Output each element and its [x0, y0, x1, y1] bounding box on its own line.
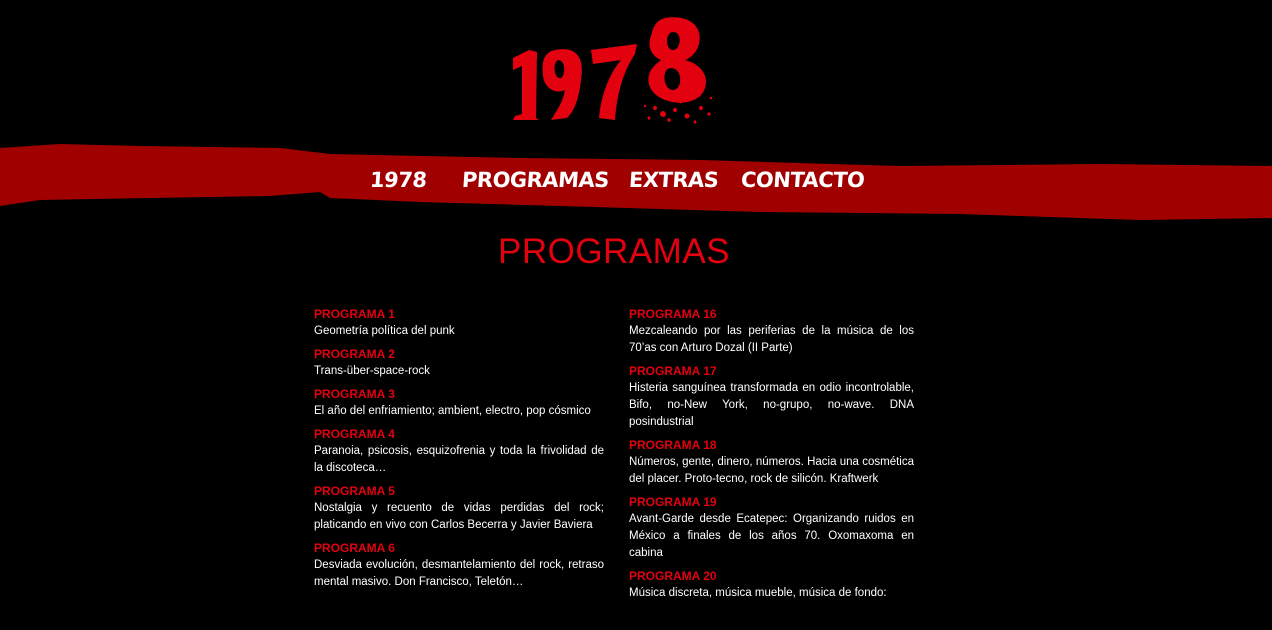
program-description: Paranoia, psicosis, esquizofrenia y toda la frivolidad de la discoteca…: [314, 445, 604, 474]
nav-item-extras[interactable]: EXTRAS: [628, 168, 720, 192]
program-description: Mezcaleando por las periferias de la música de los 70’as con Arturo Dozal (II Parte): [629, 325, 914, 354]
program-entry: [314, 540, 604, 591]
program-entry: [314, 386, 604, 420]
program-title-link[interactable]: PROGRAMA 6: [314, 541, 395, 555]
nav-item-contacto[interactable]: CONTACTO: [740, 168, 866, 192]
nav-item-1978[interactable]: 1978: [369, 168, 428, 192]
program-description: Avant-Garde desde Ecatepec: Organizando ruidos en México a finales de los años 70. Oxomaxoma en cabina: [629, 513, 914, 559]
program-entry: [314, 483, 604, 534]
program-title-link[interactable]: PROGRAMA 5: [314, 484, 395, 498]
program-description: Nostalgia y recuento de vidas perdidas del rock; platicando en vivo con Carlos Becerra y Javier Baviera: [314, 502, 604, 531]
program-entry: [314, 306, 604, 340]
nav-item-programas[interactable]: PROGRAMAS: [461, 168, 610, 192]
program-list-left: [314, 306, 604, 597]
program-list-right: [629, 306, 914, 608]
program-entry: [629, 494, 914, 562]
program-entry: [629, 363, 914, 431]
program-entry: [314, 426, 604, 477]
main-nav: [0, 168, 1272, 202]
program-title-link[interactable]: PROGRAMA 2: [314, 347, 395, 361]
program-title-link[interactable]: PROGRAMA 19: [629, 495, 717, 509]
program-title-link[interactable]: PROGRAMA 3: [314, 387, 395, 401]
program-title-link[interactable]: PROGRAMA 16: [629, 307, 717, 321]
program-description: Geometría política del punk: [314, 325, 455, 337]
program-description: Música discreta, música mueble, música de fondo:: [629, 587, 887, 599]
program-description: Trans-über-space-rock: [314, 365, 430, 377]
program-entry: [314, 346, 604, 380]
program-title-link[interactable]: PROGRAMA 18: [629, 438, 717, 452]
logo-digits-shape: [513, 17, 712, 123]
program-title-link[interactable]: PROGRAMA 1: [314, 307, 395, 321]
site-logo[interactable]: [505, 10, 720, 125]
program-entry: [629, 568, 914, 602]
program-title-link[interactable]: PROGRAMA 17: [629, 364, 717, 378]
program-description: Histeria sanguínea transformada en odio incontrolable, Bifo, no-New York, no-grupo, no-wave. DNA posindustrial: [629, 382, 914, 428]
page-title: PROGRAMAS: [497, 232, 731, 271]
program-entry: [629, 437, 914, 488]
program-description: Números, gente, dinero, números. Hacia una cosmética del placer. Proto-tecno, rock de silicón. Kraftwerk: [629, 456, 914, 485]
program-description: El año del enfriamiento; ambient, electro, pop cósmico: [314, 405, 591, 417]
program-entry: [629, 306, 914, 357]
program-description: Desviada evolución, desmantelamiento del rock, retraso mental masivo. Don Francisco, Teletón…: [314, 559, 604, 588]
program-title-link[interactable]: PROGRAMA 4: [314, 427, 395, 441]
program-title-link[interactable]: PROGRAMA 20: [629, 569, 717, 583]
